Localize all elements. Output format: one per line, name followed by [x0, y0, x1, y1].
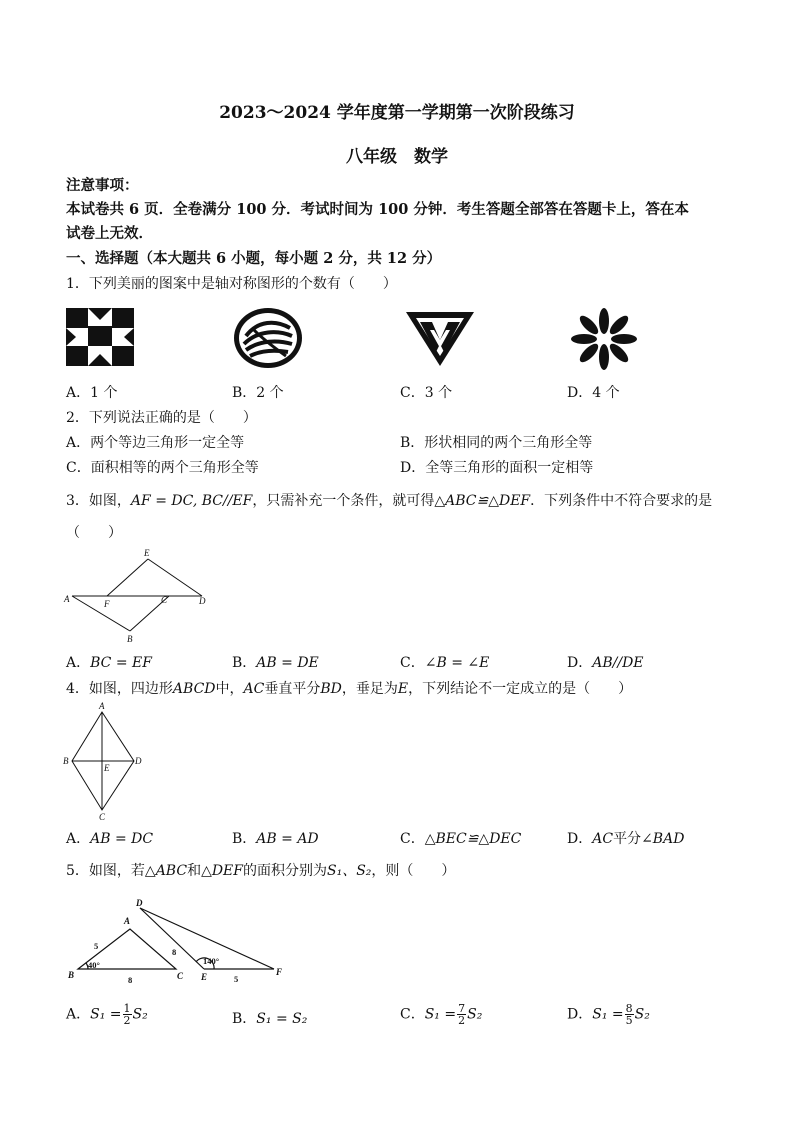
q5-option-a-lhs: S₁ = — [90, 1006, 122, 1023]
q3-option-c-letter: C． — [400, 655, 425, 671]
q3-label-b: B — [127, 634, 133, 644]
q3-stem-suffix: ．下列条件中不符合要求的是 — [530, 493, 713, 509]
q5-angle-e: 140° — [203, 956, 220, 966]
notice-line-2: 试卷上无效． — [66, 225, 153, 242]
q3-stem-prefix: 3．如图， — [66, 493, 131, 509]
q3-option-b-math: AB = DE — [256, 655, 319, 671]
q3-stem — [66, 490, 712, 510]
q4-stem-math-3: BD — [320, 681, 342, 697]
q5-option-d-letter: D． — [567, 1006, 593, 1023]
q5-option-d-num: 8 — [625, 1002, 633, 1015]
q5-option-c[interactable] — [400, 1003, 482, 1026]
q2-option-d[interactable]: D．全等三角形的面积一定相等 — [400, 460, 594, 476]
q2-option-b[interactable]: B．形状相同的两个三角形全等 — [400, 435, 593, 451]
q5-side-ab: 5 — [94, 941, 99, 951]
q5-label-f: F — [276, 967, 283, 977]
q1-stem: 1．下列美丽的图案中是轴对称图形的个数有（ ） — [66, 276, 397, 292]
q4-option-c-letter: C． — [400, 831, 425, 847]
exam-title: 2023～2024 学年度第一学期第一次阶段练习 — [219, 103, 575, 123]
q5-option-d-lhs: S₁ = — [592, 1006, 624, 1023]
exam-subtitle: 八年级 数学 — [346, 147, 448, 167]
q3-figure — [62, 546, 212, 646]
q3-option-c[interactable] — [400, 652, 489, 672]
q4-label-a: A — [99, 701, 105, 711]
q3-label-a: A — [64, 594, 70, 604]
q1-option-c[interactable]: C．3 个 — [400, 385, 453, 401]
q5-label-a: A — [124, 916, 131, 926]
q5-stem-math-1: △ABC — [144, 863, 188, 879]
q3-stem-math-2: △ABC≌△DEF — [434, 493, 531, 509]
q5-side-ef: 5 — [234, 974, 239, 984]
q5-option-d-fraction — [625, 1003, 634, 1026]
q3-option-c-math: ∠B = ∠E — [424, 655, 490, 671]
q3-label-c: C — [161, 595, 168, 605]
q4-option-c-math: △BEC≌△DEC — [424, 831, 522, 847]
q5-angle-b: 40° — [88, 960, 100, 970]
q5-figure — [60, 894, 300, 990]
q3-option-d-math: AB//DE — [592, 655, 644, 671]
q5-stem-text-1: 和 — [187, 863, 202, 879]
q4-label-c: C — [99, 812, 106, 822]
q4-option-d-math-2: ∠BAD — [641, 831, 685, 847]
q4-option-d-letter: D． — [567, 831, 593, 847]
q5-side-bc: 8 — [128, 975, 133, 985]
q5-stem-math-3: S₁、S₂ — [327, 863, 372, 879]
q2-stem: 2．下列说法正确的是（ ） — [66, 410, 257, 426]
q3-option-a-math: BC = EF — [90, 655, 152, 671]
ribbon-logo-icon — [232, 306, 304, 370]
q5-stem — [66, 860, 455, 880]
q3-option-a-letter: A． — [66, 655, 91, 671]
q4-label-e: E — [104, 763, 110, 773]
q3-stem-math: AF = DC, BC//EF — [130, 493, 253, 509]
q5-stem-text-3: ，则（ ） — [371, 863, 456, 879]
q4-option-d-text: 平分 — [613, 831, 642, 847]
q3-label-d: D — [199, 596, 206, 606]
q5-side-de: 8 — [172, 947, 177, 957]
q4-stem-text-1: 中， — [215, 681, 244, 697]
q5-option-b-letter: B． — [232, 1011, 257, 1027]
q4-option-c[interactable] — [400, 828, 521, 848]
q1-option-b[interactable]: B．2 个 — [232, 385, 284, 401]
q5-option-c-lhs: S₁ = — [424, 1006, 457, 1023]
q5-stem-text-2: 的面积分别为 — [243, 863, 327, 879]
q4-stem-prefix: 4．如图，四边形 — [66, 681, 173, 697]
q5-option-a-num: 1 — [123, 1002, 131, 1015]
q4-option-a-letter: A． — [66, 831, 91, 847]
triangle-w-logo-icon — [404, 310, 476, 368]
section-heading: 一、选择题（本大题共 6 小题，每小题 2 分，共 12 分） — [66, 250, 442, 267]
q5-option-d-den: 5 — [625, 1014, 633, 1027]
q2-option-a[interactable]: A．两个等边三角形一定全等 — [66, 435, 245, 451]
q4-stem-text-3: ，垂足为 — [341, 681, 398, 697]
q5-option-c-den: 2 — [458, 1014, 466, 1027]
q3-option-d[interactable] — [567, 652, 644, 672]
flower-petals-icon — [570, 308, 638, 370]
q5-option-a-letter: A． — [66, 1006, 91, 1023]
q4-label-d: D — [135, 756, 142, 766]
q4-option-d[interactable] — [567, 828, 684, 848]
q5-option-c-rhs: S₂ — [467, 1006, 483, 1023]
q5-stem-prefix: 5．如图，若 — [66, 863, 145, 879]
q4-option-b-math: AB = AD — [256, 831, 319, 847]
q4-figure — [60, 700, 150, 822]
q3-stem-line-2: （ ） — [66, 525, 122, 541]
q4-stem-text-2: 垂直平分 — [264, 681, 321, 697]
q1-option-d[interactable]: D．4 个 — [567, 385, 620, 401]
q5-option-a[interactable] — [66, 1003, 148, 1026]
q5-option-c-num: 7 — [458, 1002, 466, 1015]
q3-option-d-letter: D． — [567, 655, 593, 671]
q4-option-b[interactable] — [232, 828, 319, 848]
q4-option-d-math: AC — [592, 831, 614, 847]
q2-option-c[interactable]: C．面积相等的两个三角形全等 — [66, 460, 259, 476]
q4-option-b-letter: B． — [232, 831, 257, 847]
q5-option-a-rhs: S₂ — [132, 1006, 148, 1023]
q3-stem-mid: ，只需补充一个条件，就可得 — [252, 493, 435, 509]
q4-stem-math-1: ABCD — [172, 681, 216, 697]
q5-option-c-letter: C． — [400, 1006, 425, 1023]
notice-heading: 注意事项： — [66, 177, 139, 194]
q5-option-d-rhs: S₂ — [634, 1006, 650, 1023]
q3-option-b-letter: B． — [232, 655, 257, 671]
q5-option-a-den: 2 — [123, 1014, 131, 1027]
q3-option-a[interactable] — [66, 652, 152, 672]
q5-option-d[interactable] — [567, 1003, 650, 1026]
checker-pattern-icon — [66, 306, 136, 368]
q3-label-e: E — [144, 548, 150, 558]
q5-label-b: B — [68, 970, 75, 980]
q5-label-c: C — [177, 971, 184, 981]
q5-label-d: D — [136, 898, 143, 908]
q4-option-a[interactable] — [66, 828, 153, 848]
q4-stem-text-4: ，下列结论不一定成立的是（ ） — [408, 681, 633, 697]
notice-line-1: 本试卷共 6 页．全卷满分 100 分．考试时间为 100 分钟．考生答题全部答在答题卡上，答在本 — [66, 201, 689, 218]
q3-option-b[interactable] — [232, 652, 319, 672]
q5-stem-math-2: △DEF — [201, 863, 243, 879]
q4-stem-math-2: AC — [243, 681, 265, 697]
q4-stem-math-4: E — [397, 681, 409, 697]
q5-option-b[interactable] — [232, 1008, 307, 1028]
q4-label-b: B — [63, 756, 69, 766]
q3-label-f: F — [104, 599, 110, 609]
q5-option-c-fraction — [457, 1003, 466, 1026]
q1-option-a[interactable]: A．1 个 — [66, 385, 118, 401]
q4-option-a-math: AB = DC — [90, 831, 154, 847]
q5-option-a-fraction — [123, 1003, 132, 1026]
q4-stem — [66, 678, 632, 698]
q5-label-e: E — [201, 972, 208, 982]
q5-option-b-lhs: S₁ = S₂ — [256, 1011, 308, 1027]
